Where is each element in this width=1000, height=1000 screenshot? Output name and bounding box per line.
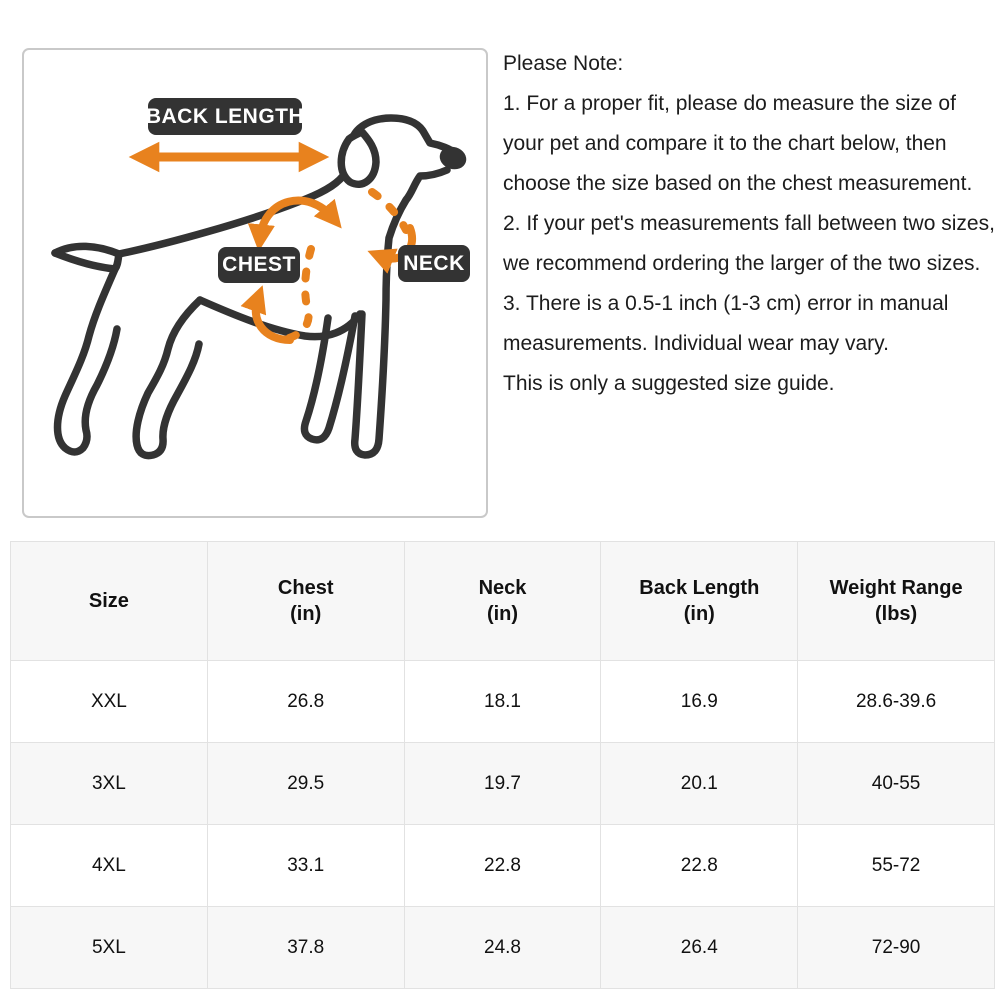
cell-size: 3XL	[11, 743, 208, 825]
cell-weight: 55-72	[798, 825, 995, 907]
chest-label: CHEST	[218, 247, 300, 283]
cell-neck: 18.1	[404, 661, 601, 743]
cell-weight: 28.6-39.6	[798, 661, 995, 743]
cell-size: 5XL	[11, 907, 208, 989]
note-2: 2. If your pet's measurements fall between two sizes, we recommend ordering the larger of the two sizes.	[503, 212, 995, 275]
cell-neck: 19.7	[404, 743, 601, 825]
cell-weight: 72-90	[798, 907, 995, 989]
dog-measurement-diagram	[22, 48, 488, 518]
back-length-label: BACK LENGTH	[148, 98, 302, 135]
dog-ear	[341, 132, 376, 184]
cell-back-length: 20.1	[601, 743, 798, 825]
table-row-xxl	[11, 661, 995, 743]
neck-label: NECK	[398, 245, 470, 282]
cell-chest: 33.1	[207, 825, 404, 907]
header-neck: Neck (in)	[404, 542, 601, 661]
cell-back-length: 22.8	[601, 825, 798, 907]
header-weight-range: Weight Range (lbs)	[798, 542, 995, 661]
header-back-length: Back Length (in)	[601, 542, 798, 661]
note-footer: This is only a suggested size guide.	[503, 372, 835, 395]
size-chart-table	[10, 541, 995, 989]
table-row-4xl	[11, 825, 995, 907]
cell-chest: 29.5	[207, 743, 404, 825]
header-size: Size	[11, 542, 208, 661]
note-1: 1. For a proper fit, please do measure the size of your pet and compare it to the chart below, then choose the size based on the chest measurement.	[503, 92, 973, 195]
cell-neck: 24.8	[404, 907, 601, 989]
size-chart-header	[11, 542, 995, 661]
cell-chest: 26.8	[207, 661, 404, 743]
cell-weight: 40-55	[798, 743, 995, 825]
cell-size: XXL	[11, 661, 208, 743]
cell-back-length: 16.9	[601, 661, 798, 743]
header-chest: Chest (in)	[207, 542, 404, 661]
notes-section	[503, 44, 1000, 404]
note-3: 3. There is a 0.5-1 inch (1-3 cm) error in manual measurements. Individual wear may vary.	[503, 292, 949, 355]
cell-neck: 22.8	[404, 825, 601, 907]
table-row-3xl	[11, 743, 995, 825]
table-row-5xl	[11, 907, 995, 989]
cell-back-length: 26.4	[601, 907, 798, 989]
cell-chest: 37.8	[207, 907, 404, 989]
notes-title: Please Note:	[503, 52, 624, 75]
cell-size: 4XL	[11, 825, 208, 907]
dog-outline-icon	[55, 118, 469, 456]
